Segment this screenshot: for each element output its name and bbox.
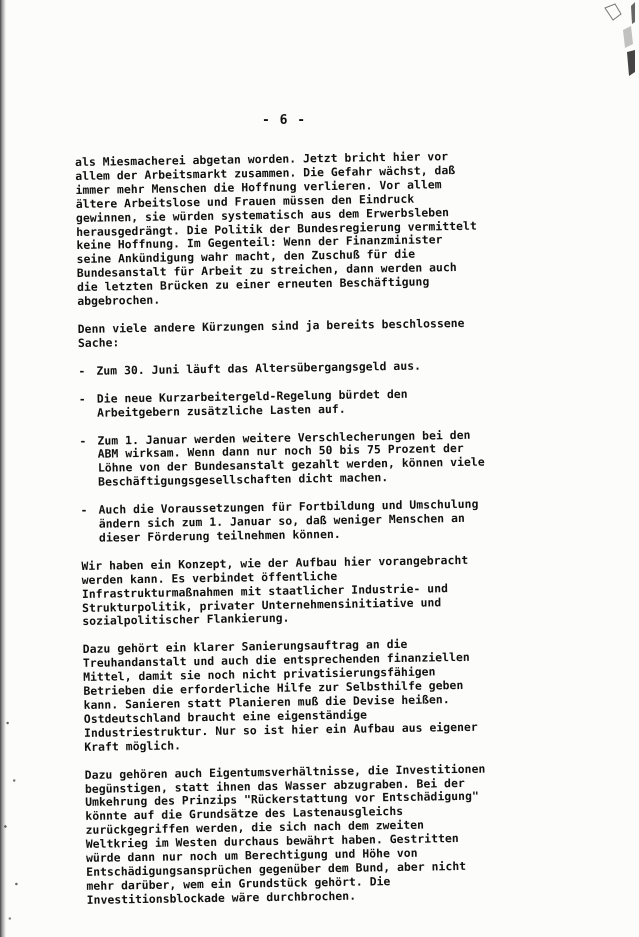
list-item-text: Auch die Voraussetzungen für Fortbildung und Umschulung ändern sich zum 1. Januar so, daß weniger Menschen an dieser Förderung teilnehmen können. bbox=[98, 496, 479, 545]
document-body bbox=[75, 149, 537, 922]
bullet-dash: - bbox=[79, 433, 87, 448]
list-item bbox=[80, 497, 531, 546]
paragraph-konzept: Wir haben ein Konzept, wie der Aufbau hier vorangebracht werden kann. Es verbindet öffentliche Infrastrukturmaßnahmen mit staatlicher Industrie- und Strukturpolitik, privater Unternehmensinitiative und sozialpolitischer Flankierung. bbox=[81, 552, 469, 629]
list-item-text: Zum 30. Juni läuft das Altersübergangsgeld aus. bbox=[96, 358, 422, 378]
list-item-text: Zum 1. Januar werden weitere Verschlecherungen bei den ABM wirksam. Wenn dann nur noch 50 bis 75 Prozent der Löhne von der Bundesanstalt gezahlt werden, können viele Beschäftigungsgesellschaften dicht machen. bbox=[97, 427, 485, 489]
list-item bbox=[79, 427, 530, 490]
paragraph-treuhand: Dazu gehört ein klarer Sanierungsauftrag an die Treuhandanstalt und auch die entsprechenden finanziellen Mittel, damit sie noch nicht privatisierungsfähigen Betrieben die erforderliche Hilfe zur Selbsthilfe geben kann. Sanieren statt Planieren muß die Devise heißen. Ostdeutschland braucht eine eigenständige Industriestruktur. Nur so ist hier ein Aufbau aus eigener Kraft möglich. bbox=[82, 637, 478, 754]
page-number: - 6 - bbox=[262, 113, 307, 128]
scan-corner-mark bbox=[601, 0, 637, 80]
scan-edge-specks bbox=[1, 700, 23, 930]
bullet-dash: - bbox=[78, 391, 86, 406]
paragraph-kuerzungen-intro: Denn viele andere Kürzungen sind ja bereits beschlossene Sache: bbox=[77, 315, 465, 350]
bullet-dash: - bbox=[78, 363, 86, 378]
list-item bbox=[79, 386, 529, 421]
bullet-dash: - bbox=[80, 502, 88, 518]
paragraph-arbeitsmarkt: als Miesmacherei abgetan worden. Jetzt bricht hier vor allem der Arbeitsmarkt zusammen. Die Gefahr wächst, daß immer mehr Menschen die Hoffnung verlieren. Vor allem ältere Arbeitslose und Frauen müssen den Eindruck gewinnen, sie würden systematisch aus dem Erwerbsleben herausgedrängt. Die Politik der Bundesregierung vermittelt keine Hoffnung. Im Gegenteil: Wenn der Finanzminister seine Ankündigung wahr macht, den Zuschuß für die Bundesanstalt für Arbeit zu streichen, dann werden auch die letzten Brücken zu einer erneuten Beschäftigung abgebrochen. bbox=[74, 149, 477, 309]
list-item bbox=[78, 358, 528, 379]
paragraph-eigentum: Dazu gehören auch Eigentumsverhältnisse, die Investitionen begünstigen, statt ihnen das Wasser abzugraben. Bei der Umkehrung des Prinzips "Rückerstattung vor Entschädigung" könnte auf die Grundsätze des Lastenausgleichs zurückgegriffen werden, die sich nach dem zweiten Weltkrieg im Westen durchaus bewährt haben. Gestritten würde dann nur noch um Berechtigung und Höhe von Entschädigungsansprüchen gegenüber dem Bund, aber nicht mehr darüber, wem ein Grundstück gehört. Die Investitionsblockade wäre durchbrochen. bbox=[84, 761, 486, 907]
list-item-text: Die neue Kurzarbeitergeld-Regelung bürdet den Arbeitgebern zusätzliche Lasten auf. bbox=[96, 386, 408, 420]
